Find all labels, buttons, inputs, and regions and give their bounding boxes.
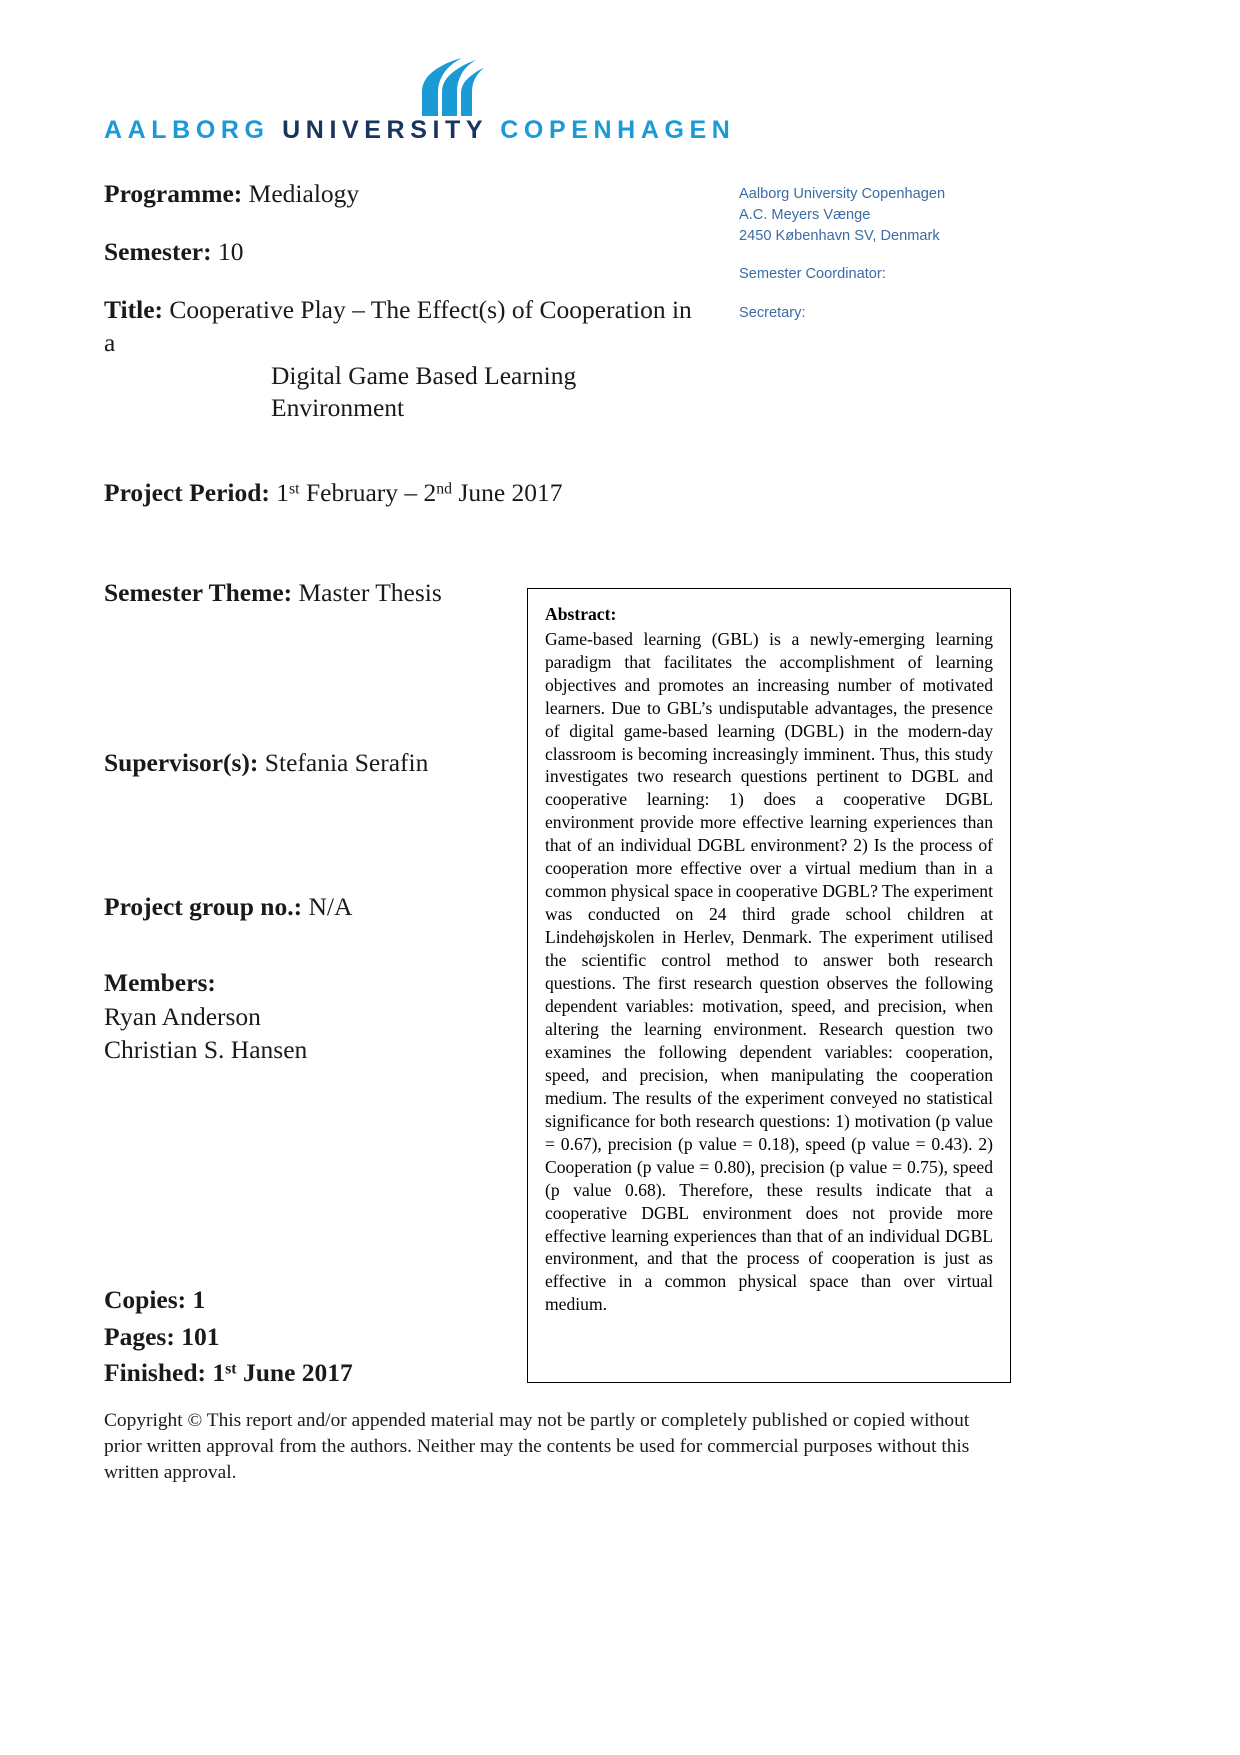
- university-wordmark: [104, 116, 735, 145]
- project-group-label: Project group no.:: [104, 892, 303, 922]
- programme-label: Programme:: [104, 179, 243, 208]
- abstract-heading: Abstract:: [545, 604, 617, 624]
- field-finished: [104, 1355, 504, 1392]
- pages-value: 101: [181, 1321, 220, 1351]
- secretary-line: Secretary:: [739, 304, 806, 321]
- semester-coordinator-line: Semester Coordinator:: [739, 266, 886, 283]
- finished-label: Finished:: [104, 1358, 207, 1388]
- copyright-notice: Copyright © This report and/or appended material may not be partly or completely published or copied without prior written approval from the authors. Neither may the contents be used for commercial purposes without this written approval.: [104, 1410, 970, 1483]
- field-pages: [104, 1319, 504, 1356]
- address-lines: [739, 184, 999, 247]
- address-line-3: 2450 København SV, Denmark: [739, 228, 940, 245]
- wordmark-copenhagen: COPENHAGEN: [500, 116, 736, 144]
- abstract-box: [527, 588, 1011, 1383]
- abstract-text: Game-based learning (GBL) is a newly-emerging learning paradigm that facilitates the accomplishment of learning objectives and promotes an increasing number of motivated learners. Due to GBL’s undisputable advantages, the presence of digital game-based learning (DGBL) in the modern-day classroom is becoming increasingly imminent. Thus, this study investigates two research questions pertinent to DGBL and cooperative learning: 1) does a cooperative DGBL environment provide more effective learning experiences than that of an individual DGBL environment? 2) Is the process of cooperation more effective over a virtual medium than in a common physical space in cooperative DGBL? The experiment was conducted on 24 third grade school children at Lindehøjskolen in Herlev, Denmark. The experiment utilised the scientific control method to answer both research questions. The first research question observes the following dependent variables: motivation, speed, and precision, when altering the learning environment. Research question two examines the following dependent variables: cooperation, speed, and precision, when manipulating the cooperation medium. The results of the experiment conveyed no statistical significance for both research questions: 1) motivation (p value = 0.67), precision (p value = 0.18), speed (p value = 0.43). 2) Cooperation (p value = 0.80), precision (p value = 0.75), speed (p value 0.68). Therefore, these results indicate that a cooperative DGBL environment does not provide more effective learning experiences than that of an individual DGBL environment, and that the process of cooperation is just as effective in a common physical space than over virtual medium.: [545, 628, 993, 1315]
- title-line-1: Cooperative Play – The Effect(s) of Cooperation in a: [104, 295, 692, 357]
- address-line-1: Aalborg University Copenhagen: [739, 186, 946, 202]
- university-address-block: [739, 184, 999, 341]
- member-name-2: Christian S. Hansen: [104, 1034, 308, 1064]
- field-project-period: [104, 477, 704, 509]
- project-group-value: N/A: [308, 892, 353, 922]
- aalborg-wave-mark-icon: [404, 58, 484, 116]
- semester-label: Semester:: [104, 237, 212, 267]
- pages-label: Pages:: [104, 1321, 175, 1351]
- semester-theme-value: Master Thesis: [298, 577, 442, 607]
- semester-theme-label: Semester Theme:: [104, 577, 293, 607]
- university-logo: [104, 58, 744, 148]
- supervisor-label: Supervisor(s):: [104, 748, 259, 777]
- address-line-2: A.C. Meyers Vænge: [739, 207, 871, 224]
- title-label: Title:: [104, 295, 164, 325]
- project-period-value: 1st February – 2nd June 2017: [276, 477, 563, 507]
- publication-details: [104, 1282, 504, 1392]
- wordmark-aalborg: AALBORG: [104, 116, 270, 144]
- field-programme: [104, 178, 704, 210]
- title-line-3: Environment: [271, 393, 405, 423]
- members-label: Members:: [104, 968, 216, 998]
- field-semester: [104, 236, 704, 268]
- copies-label: Copies:: [104, 1285, 187, 1314]
- field-title: [104, 294, 704, 425]
- copies-value: 1: [192, 1285, 206, 1314]
- supervisor-value: Stefania Serafin: [264, 748, 429, 777]
- programme-value: Medialogy: [248, 179, 360, 208]
- field-copies: [104, 1282, 504, 1319]
- wordmark-university: UNIVERSITY: [282, 116, 488, 144]
- semester-value: 10: [217, 237, 244, 267]
- project-period-label: Project Period:: [104, 477, 270, 507]
- title-line-2: Digital Game Based Learning: [271, 360, 577, 390]
- finished-value: 1st June 2017: [212, 1358, 353, 1388]
- member-name-1: Ryan Anderson: [104, 1002, 261, 1032]
